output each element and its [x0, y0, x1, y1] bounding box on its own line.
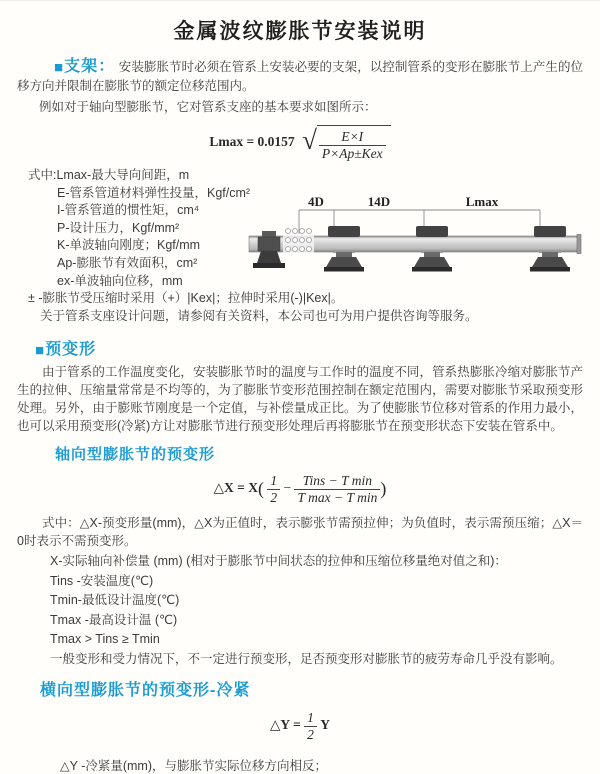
- temperature-numerator: Tins − T min: [294, 473, 380, 490]
- axial-explanation: 式中：△X-预变形量(mm)，△X为正值时，表示膨张节需预拉伸；为负值时，表示需预压缩；△X＝0时表示不需预变形。: [17, 516, 583, 549]
- definition-line: E-管系管道材料弹性投量，Kgf/cm²: [57, 185, 251, 200]
- formula-lmax-radical: [302, 125, 391, 161]
- note-line: Tmax -最高设计温 (℃): [50, 612, 178, 627]
- sqrt-icon: √: [302, 125, 317, 155]
- half-fraction: [304, 710, 317, 742]
- lateral-note: △Y -冷紧量(mm)，与膨胀节实际位移方向相反；: [60, 759, 328, 774]
- half-numerator: 1: [304, 710, 317, 727]
- definition-line: K-单波轴向刚度；Kgf/mm: [57, 238, 201, 253]
- support-intro-text: 安装膨胀节时必须在管系上安装必要的支架，以控制管系的变形在膨胀节上产生的位移方向并限制在膨胀节的额定位移范围内。: [17, 60, 583, 93]
- support-example-line: 例如对于轴向型膨胀节，它对管系支座的基本要求如图所示：: [39, 100, 377, 114]
- axial-remark: 一般变形和受力情况下，不一定进行预变形，足否预变形对膨胀节的疲劳寿命几乎没有影响。: [50, 651, 563, 666]
- definition-line: I-管系管道的惯性矩，cm⁴: [57, 203, 200, 218]
- bellows-icon: [283, 229, 314, 253]
- definition-line: 式中:Lmax-最大导向间距，m: [28, 168, 190, 183]
- blue-square-icon: ■: [35, 342, 46, 360]
- note-line: Tins -安装温度(℃): [50, 573, 154, 588]
- half-denominator: 2: [307, 726, 314, 742]
- definition-line-consult: 关于管系支座设计问题，请参阅有关资料，本公司也可为用户提供咨询等服务。: [40, 308, 478, 323]
- pipe-end-cap: [577, 235, 581, 254]
- temperature-denominator: T max − T min: [297, 489, 378, 505]
- definition-line: ex-单波轴向位移，mm: [57, 273, 183, 288]
- half-numerator: 1: [267, 473, 280, 490]
- definition-line-plusminus: ± -膨胀节受压缩时采用（+）|Kex|；拉伸时采用(-)|Kex|。: [28, 291, 344, 306]
- support-heading: [54, 58, 115, 75]
- formula-delta-x: [0, 473, 600, 505]
- predeform-heading-label: 预变形: [45, 341, 97, 359]
- predeform-heading: [35, 336, 600, 359]
- formula-lmax-lhs: Lmax = 0.0157: [209, 134, 295, 150]
- pipe-support-diagram: [247, 193, 600, 291]
- temperature-fraction: [294, 473, 380, 505]
- formula-delta-y: [0, 710, 600, 742]
- note-line: X-实际轴向补偿量 (mm) (相对于膨胀节中间状态的拉伸和压缩位移量绝对值之和)：: [50, 554, 507, 569]
- page-title: 金属波纹膨胀节安装说明: [173, 20, 427, 43]
- formula-lmax: [0, 125, 600, 161]
- right-paren: ): [380, 478, 387, 499]
- definition-line: Ap-膨胀节有效面积，cm²: [57, 256, 198, 270]
- formula-delta-y-lhs: △Y =: [270, 717, 301, 733]
- formula-lmax-radicand: [317, 125, 391, 161]
- dim-label-14d: 14D: [367, 194, 391, 209]
- blue-square-icon: ■: [54, 59, 65, 76]
- half-denominator: 2: [270, 489, 278, 505]
- formula-delta-y-rhs: Y: [320, 717, 330, 733]
- note-line: Tmax > Tins ≥ Tmin: [50, 632, 160, 647]
- note-line: Tmin-最低设计温度(℃): [50, 593, 180, 608]
- dim-label-4d: 4D: [308, 194, 324, 209]
- dim-label-lmax: Lmax: [465, 194, 499, 209]
- axial-notes-list: [50, 552, 600, 650]
- support-paragraph: [17, 58, 583, 95]
- support-heading-label: 支架：: [64, 58, 116, 75]
- predeform-paragraph: 由于管系的工作温度变化，安装膨胀节时的温度与工作时的温度不同，管系热膨胀冷缩对膨胀节产生的拉伸、压缩量常常是不均等的，为了膨胀节变形范围控制在额定范围内，需要对膨胀节采取预变形处理。另外，由于膨账节刚度是一个定值，与补偿量成正比。为了使膨胀节位移对管系的作用力最小，也可以采用预变形(冷紧)方让对膨胀节进行预变形处理后再将膨胀节在预变形状态下安装在管系中。: [17, 365, 583, 434]
- formula-delta-x-lhs: △X = X: [213, 480, 258, 496]
- left-paren: (: [257, 478, 264, 499]
- axial-subheading: 轴向型膨胀节的预变形: [55, 446, 216, 464]
- pipe-diagram-svg: [247, 193, 600, 291]
- formula-lmax-numerator: E×I: [319, 129, 386, 146]
- minus-sign: −: [283, 480, 292, 496]
- formula-lmax-fraction: [319, 129, 386, 161]
- half-fraction: [267, 473, 280, 505]
- lateral-subheading: 横向型膨胀节的预变形-冷紧: [40, 682, 251, 700]
- formula-lmax-denominator: P×Ap±Kex: [321, 145, 383, 161]
- definition-line: P-设计压力，Kgf/mm²: [57, 220, 180, 235]
